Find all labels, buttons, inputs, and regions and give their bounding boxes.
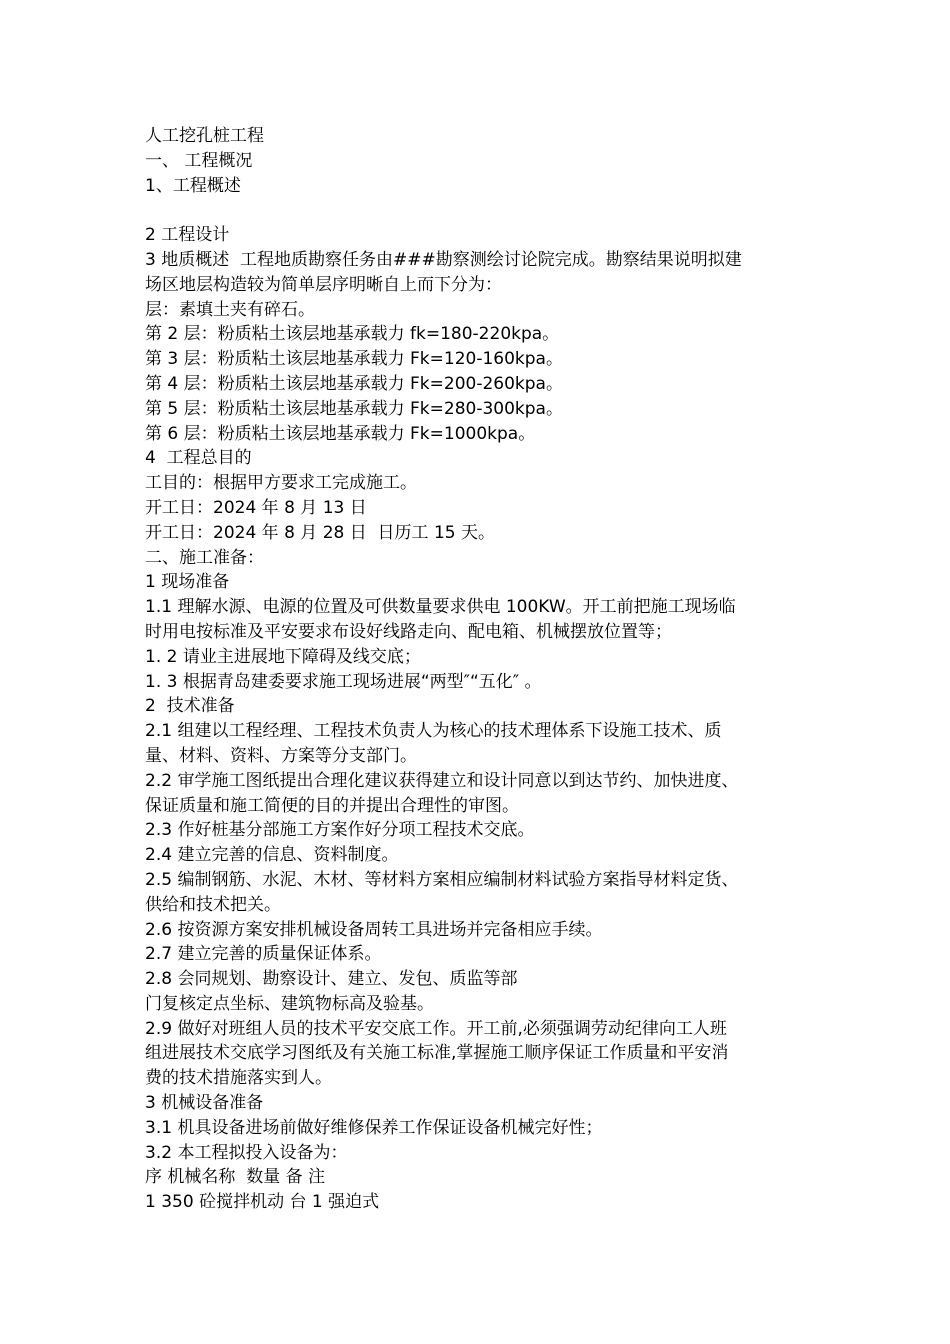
paragraph-line: 3.2 本工程拟投入设备为： [145, 1142, 348, 1163]
paragraph-line: 供给和技术把关。 [145, 894, 281, 915]
paragraph-line: 量、材料、资料、方案等分支部门。 [145, 745, 417, 766]
paragraph-line: 1.1 理解水源、电源的位置及可供数量要求供电 100KW。开工前把施工现场临 [145, 597, 736, 618]
paragraph-line: 2.8 会同规划、勘察设计、建立、发包、质监等部 [145, 969, 518, 990]
document-title: 人工挖孔桩工程 [145, 126, 264, 146]
paragraph-line: 2.6 按资源方案安排机械设备周转工具进场并完备相应手续。 [145, 919, 603, 940]
blank-line [145, 198, 815, 223]
equipment-table-row: 1 350 砼搅拌机动 台 1 强迫式 [145, 1192, 380, 1213]
paragraph-line: 费的技术措施落实到人。 [145, 1068, 332, 1089]
paragraph-line: 开工日：2024 年 8 月 13 日 [145, 497, 367, 518]
section-heading: 一、 工程概况 [145, 150, 253, 171]
paragraph-line: 2.1 组建以工程经理、工程技术负责人为核心的技术理体系下设施工技术、质 [145, 721, 722, 742]
subsection-heading: 3 机械设备准备 [145, 1093, 264, 1114]
document-body [145, 124, 815, 1215]
paragraph-line: 2.5 编制钢筋、水泥、木材、等材料方案相应编制材料试验方案指导材料定货、 [145, 869, 739, 890]
paragraph-line: 第 3 层：粉质粘土该层地基承载力 Fk=120-160kpa。 [145, 349, 563, 370]
paragraph-line: 开工日：2024 年 8 月 28 日 日历工 15 天。 [145, 522, 495, 543]
paragraph-line: 门复核定点坐标、建筑物标高及验基。 [145, 993, 434, 1014]
section-heading: 二、施工准备： [145, 547, 264, 568]
paragraph-line: 第 4 层：粉质粘土该层地基承载力 Fk=200-260kpa。 [145, 373, 563, 394]
paragraph-line: 时用电按标准及平安要求布设好线路走向、配电箱、机械摆放位置等； [145, 621, 672, 642]
paragraph-line: 2.9 做好对班组人员的技术平安交底工作。开工前,必须强调劳动纪律向工人班 [145, 1018, 727, 1039]
subsection-heading: 4 工程总目的 [145, 448, 252, 469]
paragraph-line: 保证质量和施工简便的目的并提出合理性的审图。 [145, 795, 519, 816]
subsection-heading: 2 工程设计 [145, 225, 230, 246]
paragraph-line: 第 6 层：粉质粘土该层地基承载力 Fk=1000kpa。 [145, 423, 536, 444]
paragraph-line: 工目的：根据甲方要求工完成施工。 [145, 473, 417, 494]
paragraph-line: 2.3 作好桩基分部施工方案作好分项工程技术交底。 [145, 820, 535, 841]
paragraph-line: 第 5 层：粉质粘土该层地基承载力 Fk=280-300kpa。 [145, 398, 563, 419]
paragraph-line: 1. 3 根据青岛建委要求施工现场进展“两型″“五化″ 。 [145, 671, 542, 692]
paragraph-line: 3 地质概述 工程地质勘察任务由###勘察测绘讨论院完成。勘察结果说明拟建 [145, 249, 742, 270]
paragraph-line: 组进展技术交底学习图纸及有关施工标准,掌握施工顺序保证工作质量和平安消 [145, 1043, 729, 1064]
equipment-table-header: 序 机械名称 数量 备 注 [145, 1167, 326, 1188]
paragraph-line: 场区地层构造较为简单层序明晰自上而下分为： [145, 274, 502, 295]
subsection-heading: 1、工程概述 [145, 175, 241, 196]
paragraph-line: 2.2 审学施工图纸提出合理化建议获得建立和设计同意以到达节约、加快进度、 [145, 770, 739, 791]
subsection-heading: 1 现场准备 [145, 572, 230, 593]
paragraph-line: 1. 2 请业主进展地下障碍及线交底； [145, 646, 421, 667]
paragraph-line: 2.7 建立完善的质量保证体系。 [145, 944, 382, 965]
subsection-heading: 2 技术准备 [145, 696, 235, 717]
paragraph-line: 3.1 机具设备进场前做好维修保养工作保证设备机械完好性； [145, 1117, 603, 1138]
paragraph-line: 2.4 建立完善的信息、资料制度。 [145, 845, 399, 866]
paragraph-line: 第 2 层：粉质粘土该层地基承载力 fk=180-220kpa。 [145, 324, 560, 345]
paragraph-line: 层：素填土夹有碎石。 [145, 299, 315, 320]
